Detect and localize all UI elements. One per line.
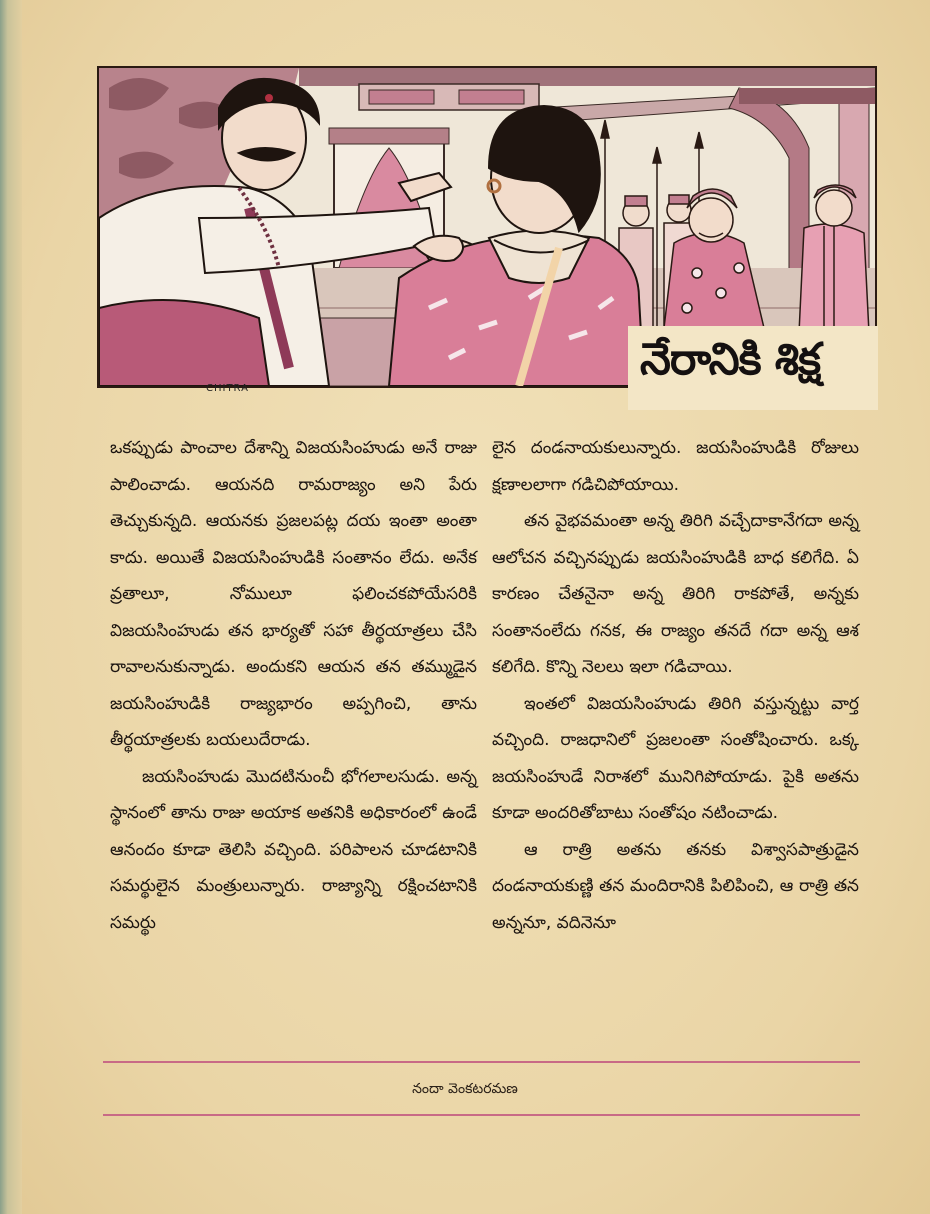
author-credit: నందా వెంకటరమణ: [412, 1081, 518, 1097]
text-column-left: [110, 430, 477, 941]
paragraph: లైన దండనాయకులున్నారు. జయసింహుడికి రోజులు క్షణాలలాగా గడిచిపోయాయి.: [492, 438, 859, 495]
page-binding-edge: [0, 0, 22, 1214]
footer-rule-bottom: [103, 1114, 860, 1116]
paragraph: ఆ రాత్రి అతను తనకు విశ్వాసపాత్రుడైన దండనాయకుణ్ణి తన మందిరానికి పిలిపించి, ఆ రాత్రి తన అన్ననూ, వదినెనూ: [492, 839, 859, 933]
footer-rule-top: [103, 1061, 860, 1063]
paragraph: ఇంతలో విజయసింహుడు తిరిగి వస్తున్నట్టు వార్త వచ్చింది. రాజధానిలో ప్రజలంతా సంతోషించారు. ఒక్క జయసింహుడే నిరాశలో మునిగిపోయాడు. పైకి అతను కూడా అందరితోబాటు సంతోషం నటించాడు.: [492, 693, 859, 823]
paragraph: తన వైభవమంతా అన్న తిరిగి వచ్చేదాకానేగదా అన్న ఆలోచన వచ్చినప్పుడు జయసింహుడికి బాధ కలిగేది. ఏ కారణం చేతనైనా అన్న తిరిగి రాకపోతే, అన్నకు సంతానంలేదు గనక, ఈ రాజ్యం తనదే గదా అన్న ఆశ కలిగేది. కొన్ని నెలలు ఇలా గడిచాయి.: [492, 511, 859, 677]
paragraph: జయసింహుడు మొదటినుంచీ భోగలాలసుడు. అన్న స్థానంలో తాను రాజు అయాక అతనికి అధికారంలో ఉండే ఆనందం కూడా తెలిసి వచ్చింది. పరిపాలన చూడటానికి సమర్థులైన మంత్రులున్నారు. రాజ్యాన్ని రక్షించటానికి సమర్థు: [110, 766, 477, 933]
text-column-right: [492, 430, 859, 941]
story-title: నేరానికి శిక్ష: [640, 334, 821, 385]
artist-signature: CHITRA: [206, 383, 249, 394]
paragraph: ఒకప్పుడు పాంచాల దేశాన్ని విజయసింహుడు అనే రాజు పాలించాడు. ఆయనది రామరాజ్యం అని పేరు తెచ్చుకున్నది. ఆయనకు ప్రజలపట్ల దయ ఇంతా అంతా కాదు. అయితే విజయసింహుడికి సంతానం లేదు. అనేక వ్రతాలూ, నోములూ ఫలించకపోయేసరికి విజయసింహుడు తన భార్యతో సహా తీర్థయాత్రలు చేసి రావాలనుకున్నాడు. అందుకని ఆయన తన తమ్ముడైన జయసింహుడికి రాజ్యభారం అప్పగించి, తాను తీర్థయాత్రలకు బయలుదేరాడు.: [110, 438, 477, 750]
